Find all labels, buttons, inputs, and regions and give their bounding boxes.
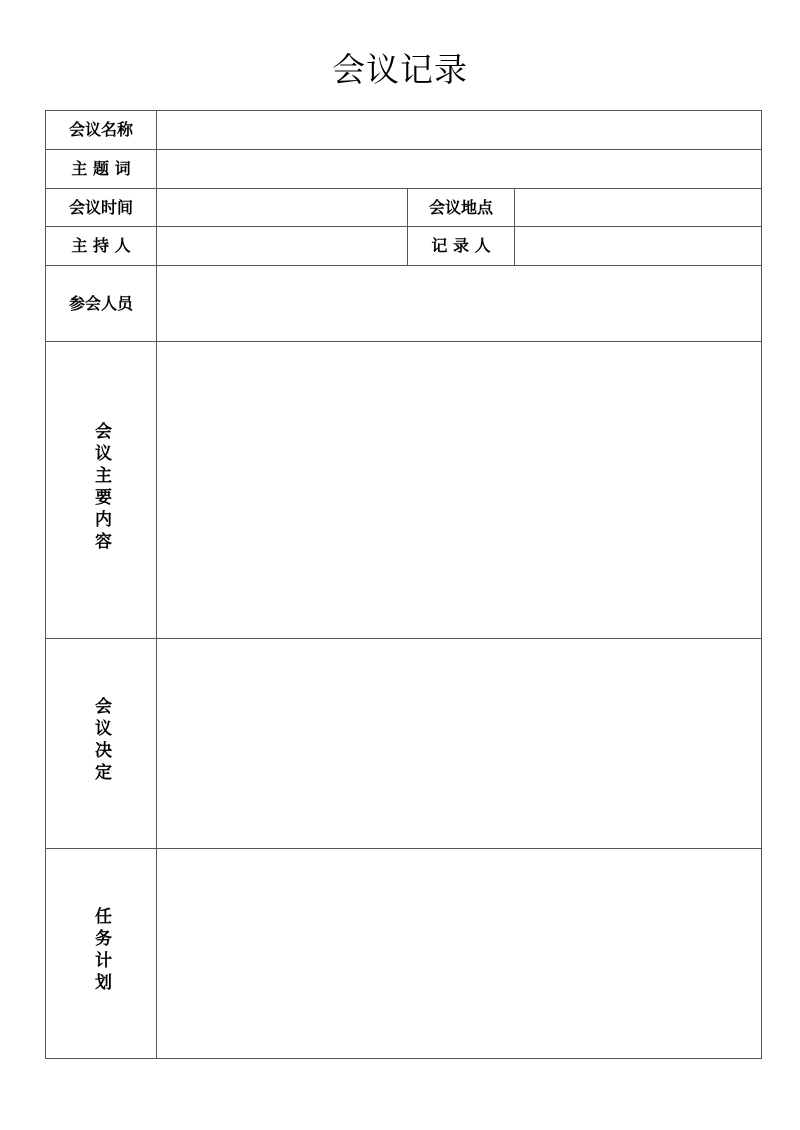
decisions-label-cell bbox=[46, 639, 157, 849]
meeting-name-label: 会议名称 bbox=[46, 111, 157, 150]
meeting-record-form bbox=[45, 110, 762, 1059]
meeting-time-label: 会议时间 bbox=[46, 189, 157, 227]
main-content-label-cell bbox=[46, 342, 157, 639]
host-label: 主 持 人 bbox=[46, 227, 157, 266]
meeting-place-label: 会议地点 bbox=[408, 189, 515, 227]
meeting-time-field[interactable] bbox=[157, 189, 408, 227]
task-plan-label: 任务计划 bbox=[91, 907, 111, 995]
page-title: 会议记录 bbox=[332, 50, 468, 89]
topic-field[interactable] bbox=[157, 150, 762, 189]
task-plan-label-cell bbox=[46, 849, 157, 1059]
host-field[interactable] bbox=[157, 227, 408, 266]
decisions-field[interactable] bbox=[157, 639, 762, 849]
attendees-label: 参会人员 bbox=[46, 266, 157, 342]
main-content-field[interactable] bbox=[157, 342, 762, 639]
decisions-label: 会议决定 bbox=[91, 697, 111, 785]
recorder-field[interactable] bbox=[515, 227, 762, 266]
meeting-place-field[interactable] bbox=[515, 189, 762, 227]
topic-label: 主 题 词 bbox=[46, 150, 157, 189]
main-content-label: 会议主要内容 bbox=[91, 421, 111, 554]
attendees-field[interactable] bbox=[157, 266, 762, 342]
meeting-name-field[interactable] bbox=[157, 111, 762, 150]
recorder-label: 记 录 人 bbox=[408, 227, 515, 266]
task-plan-field[interactable] bbox=[157, 849, 762, 1059]
